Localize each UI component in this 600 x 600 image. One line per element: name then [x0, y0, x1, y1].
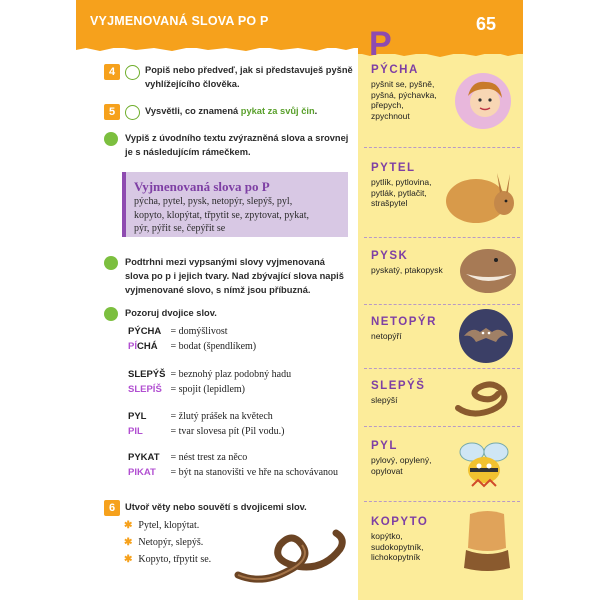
task-5-text: Vysvětli, co znamená pykat za svůj čin.: [145, 106, 318, 116]
box-words: pýcha, pytel, pysk, netopýr, slepýš, pyl, kopyto, klopýtat, třpytit se, zpytovat, pykat, pýr, pýřit se, čepýřit se: [134, 196, 309, 234]
entry-related: pyšnit se, pyšně, pyšná, pýchavka, přepych, zpychnout: [371, 79, 437, 121]
entry-word: PÝCHA: [371, 64, 419, 76]
act-out-icon: [125, 65, 140, 80]
task-number-badge: 5: [104, 104, 120, 120]
word-list-box: [122, 172, 348, 237]
separator: [364, 304, 520, 305]
pair-row: SLEPÝŠ = beznohý plaz podobný hadu: [128, 369, 292, 380]
bat-icon: [456, 306, 516, 366]
bee-icon: [452, 436, 516, 492]
entry-related: netopýří: [371, 331, 402, 341]
entry-word: PYSK: [371, 250, 409, 262]
torn-edge: [76, 44, 358, 52]
task-underline-text: Podtrhni mezi vypsanými slovy vyjmenovaná slova po p i jejich tvary. Nad zbývající slova napiš vyjmenované slovo, s nímž jsou příbuzná.: [125, 257, 344, 295]
task-4-text: Popiš nebo předveď, jak si představuješ pyšně vyhlížejícího člověka.: [145, 65, 353, 89]
lightbulb-icon: [104, 307, 118, 321]
pair-row: PYL = žlutý prášek na květech: [128, 411, 273, 422]
chapter-header: [76, 0, 358, 48]
big-letter: P: [369, 25, 392, 63]
pair-row: SLEPÍŠ = spojit (lepidlem): [128, 384, 246, 395]
entry-word: PYTEL: [371, 162, 416, 174]
entry-word: SLEPÝŠ: [371, 380, 426, 392]
pair-row: PÍCHÁ = bodat (špendlíkem): [128, 341, 257, 352]
chapter-title: VYJMENOVANÁ SLOVA PO P: [90, 14, 269, 28]
list-item: ✱ Pytel, klopýtat.: [124, 520, 200, 531]
separator: [364, 426, 520, 427]
page-number: 65: [476, 14, 497, 34]
pair-row: PIL = tvar slovesa pít (Pil vodu.): [128, 426, 285, 437]
task-copy-text: Vypiš z úvodního textu zvýrazněná slova a srovnej je s následujícím rámečkem.: [125, 133, 349, 157]
separator: [364, 237, 520, 238]
entry-related: pytlík, pytlovina, pytlák, pytlačit, strašpytel: [371, 177, 432, 208]
separator: [364, 368, 520, 369]
entry-related: pylový, opylený, opylovat: [371, 455, 432, 476]
slow-worm-icon: [452, 372, 518, 422]
pair-row: PÝCHA = domýšlivost: [128, 326, 228, 337]
pair-row: PIKAT = být na stanovišti ve hře na schovávanou: [128, 467, 339, 478]
lightbulb-icon: [104, 256, 118, 270]
hoof-icon: [456, 508, 518, 576]
slow-worm-photo: [232, 515, 350, 587]
sack-rabbit-icon: [442, 165, 520, 227]
pair-row: PYKAT = nést trest za něco: [128, 452, 248, 463]
task-6-title: Utvoř věty nebo souvětí s dvojicemi slov.: [125, 502, 307, 512]
task-number-badge: 6: [104, 500, 120, 516]
explain-icon: [125, 105, 140, 120]
entry-word: NETOPÝR: [371, 316, 437, 328]
task-pairs-title: Pozoruj dvojice slov.: [125, 308, 217, 318]
box-title: Vyjmenovaná slova po P: [134, 179, 270, 194]
entry-word: KOPYTO: [371, 516, 429, 528]
proud-girl-icon: [452, 70, 514, 132]
entry-related: slepýší: [371, 395, 398, 405]
entry-related: kopýtko, sudokopytník, lichokopytník: [371, 531, 424, 562]
separator: [364, 501, 520, 502]
list-item: ✱ Netopýr, slepýš.: [124, 537, 204, 548]
lips-creature-icon: [456, 244, 518, 298]
list-item: ✱ Kopyto, třpytit se.: [124, 554, 212, 565]
entry-related: pyskatý, ptakopysk: [371, 265, 443, 275]
lightbulb-icon: [104, 132, 118, 146]
entry-word: PYL: [371, 440, 398, 452]
task-number-badge: 4: [104, 64, 120, 80]
separator: [364, 147, 520, 148]
